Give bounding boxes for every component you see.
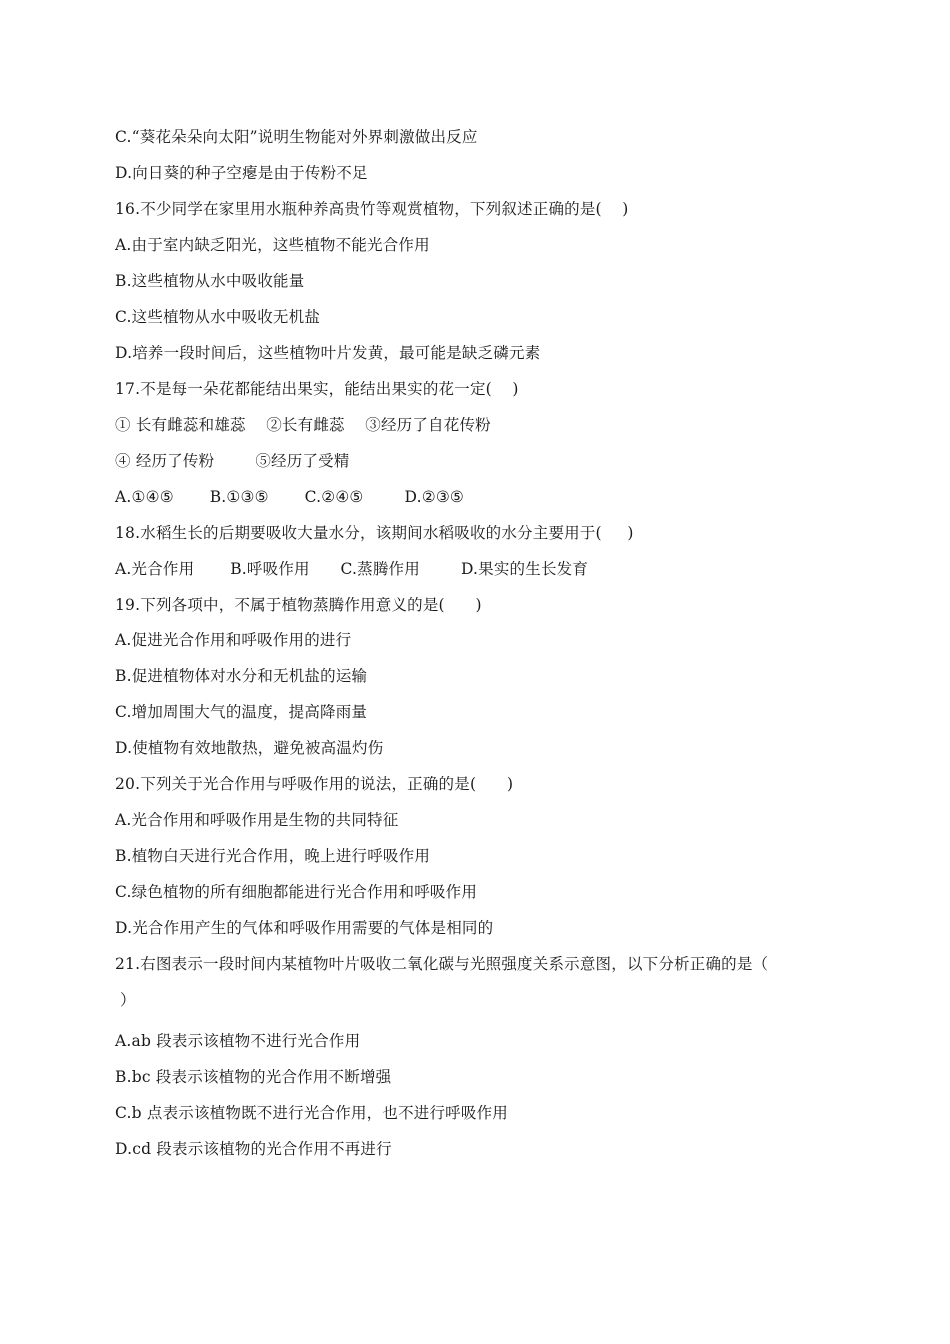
option-b-q20: B.植物白天进行光合作用，晚上进行呼吸作用: [115, 847, 431, 865]
question-17: 17.不是每一朵花都能结出果实，能结出果实的花一定( ): [115, 380, 519, 398]
options-q18: A.光合作用 B.呼吸作用 C.蒸腾作用 D.果实的生长发育: [115, 560, 589, 578]
option-a-q20: A.光合作用和呼吸作用是生物的共同特征: [115, 811, 399, 829]
option-d-q19: D.使植物有效地散热，避免被高温灼伤: [115, 739, 384, 757]
option-d-q16: D.培养一段时间后，这些植物叶片发黄，最可能是缺乏磷元素: [115, 344, 541, 362]
option-a-q19: A.促进光合作用和呼吸作用的进行: [115, 631, 352, 649]
option-c-q19: C.增加周围大气的温度，提高降雨量: [115, 703, 368, 721]
statements-q17-row2: ④ 经历了传粉 ⑤经历了受精: [115, 452, 350, 470]
option-b-q16: B.这些植物从水中吸收能量: [115, 272, 305, 290]
options-q17: A.①④⑤ B.①③⑤ C.②④⑤ D.②③⑤: [115, 488, 465, 506]
option-b-q19: B.促进植物体对水分和无机盐的运输: [115, 667, 368, 685]
question-18: 18.水稻生长的后期要吸收大量水分，该期间水稻吸收的水分主要用于( ): [115, 524, 634, 542]
option-d-q21: D.cd 段表示该植物的光合作用不再进行: [115, 1140, 392, 1158]
option-a-q21: A.ab 段表示该植物不进行光合作用: [115, 1032, 361, 1050]
option-b-q21: B.bc 段表示该植物的光合作用不断增强: [115, 1068, 392, 1086]
question-19: 19.下列各项中，不属于植物蒸腾作用意义的是( ): [115, 596, 482, 614]
option-d-q20: D.光合作用产生的气体和呼吸作用需要的气体是相同的: [115, 919, 494, 937]
option-c-q20: C.绿色植物的所有细胞都能进行光合作用和呼吸作用: [115, 883, 478, 901]
option-d-q15: D.向日葵的种子空瘪是由于传粉不足: [115, 164, 368, 182]
option-c-q21: C.b 点表示该植物既不进行光合作用，也不进行呼吸作用: [115, 1104, 508, 1122]
statements-q17-row1: ① 长有雌蕊和雄蕊 ②长有雌蕊 ③经历了自花传粉: [115, 416, 491, 434]
option-c-q16: C.这些植物从水中吸收无机盐: [115, 308, 321, 326]
question-21-bracket: ）: [120, 991, 136, 1009]
option-a-q16: A.由于室内缺乏阳光，这些植物不能光合作用: [115, 236, 430, 254]
question-20: 20.下列关于光合作用与呼吸作用的说法，正确的是( ): [115, 775, 514, 793]
question-21: 21.右图表示一段时间内某植物叶片吸收二氧化碳与光照强度关系示意图，以下分析正确的是（: [115, 955, 769, 973]
question-16: 16.不少同学在家里用水瓶种养高贵竹等观赏植物，下列叙述正确的是( ): [115, 200, 629, 218]
option-c-q15: C.“葵花朵朵向太阳”说明生物能对外界刺激做出反应: [115, 128, 478, 146]
